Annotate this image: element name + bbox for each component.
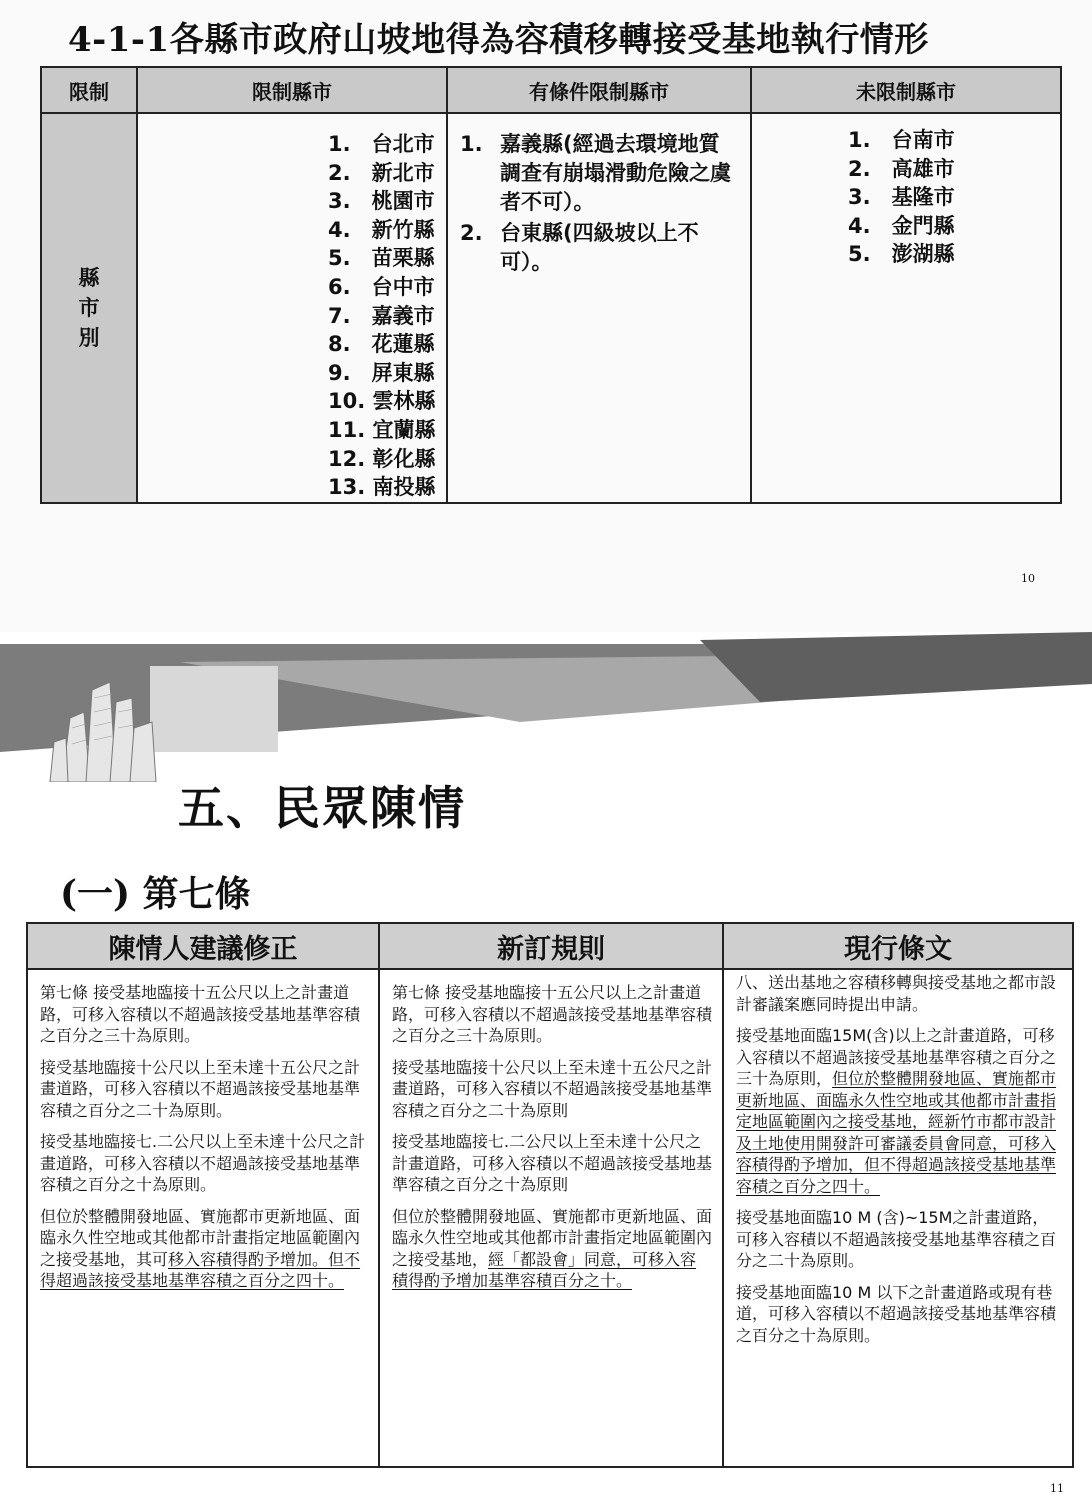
list-item: 5. 澎湖縣 xyxy=(848,242,955,267)
petitioner-cell xyxy=(27,969,379,1467)
section-title: 五、民眾陳情 xyxy=(178,781,466,835)
paragraph: 接受基地臨接七.二公尺以上至未達十公尺之計畫道路，可移入容積以不超過該接受基地基準容積之百分之十為原則。 xyxy=(40,1132,366,1194)
paragraph xyxy=(40,1206,368,1292)
county-status-table xyxy=(40,66,1062,504)
page-10 xyxy=(0,0,1092,632)
list-item: 7. 嘉義市 xyxy=(328,303,435,328)
paragraph: 接受基地面臨10 M 以下之計畫道路或現有巷道，可移入容積以不超過該接受基地基準容積之百分之十為原則。 xyxy=(736,1282,1057,1345)
paragraph-text: 但位於整體開發地區、實施都市更新地區、面臨永久性空地或其他都市計畫指定地區範圍內之接受基地，其可 xyxy=(40,1206,361,1269)
list-item: 2. 新北市 xyxy=(328,160,435,185)
table-row xyxy=(27,969,1073,1467)
underlined-text: 經「都設會」同意，可移入容積得酌予增加基準容積百分之十。 xyxy=(392,1249,697,1290)
item-number: 1. xyxy=(460,132,483,156)
paragraph xyxy=(392,1206,712,1292)
underlined-text: 移入容積得酌予增加。但不得超過該接受基地基準容積之百分之四十。 xyxy=(40,1249,361,1290)
list-item: 13. 南投縣 xyxy=(328,475,436,500)
page-number: 11 xyxy=(1050,1482,1064,1495)
row-label-text: 縣市別 xyxy=(78,265,100,350)
paragraph: 接受基地面臨10 M (含)~15M之計畫道路，可移入容積以不超過該接受基地基準容積之百分之二十為原則。 xyxy=(736,1208,1057,1270)
paragraph: 第七條 接受基地臨接十五公尺以上之計畫道路，可移入容積以不超過該接受基地基準容積之百分之三十為原則。 xyxy=(40,983,361,1045)
list-item: 4. 金門縣 xyxy=(848,213,955,238)
header-current: 現行條文 xyxy=(723,923,1073,969)
paragraph: 接受基地臨接十公尺以上至未達十五公尺之計畫道路，可移入容積以不超過該接受基地基準容積之百分之二十為原則。 xyxy=(40,1057,361,1120)
list-item: 5. 苗栗縣 xyxy=(328,246,435,271)
list-item: 8. 花蓮縣 xyxy=(328,332,435,357)
page-11 xyxy=(0,632,1092,1500)
paragraph: 接受基地臨接七.二公尺以上至未達十公尺之計畫道路，可移入容積以不超過該接受基地基準容積之百分之十為原則 xyxy=(392,1132,713,1194)
list-item: 3. 基隆市 xyxy=(848,185,955,210)
header-restricted: 限制縣市 xyxy=(137,67,447,113)
restricted-list xyxy=(138,114,446,502)
page-title: 4-1-1各縣市政府山坡地得為容積移轉接受基地執行情形 xyxy=(68,20,929,60)
new-rule-cell xyxy=(379,969,723,1467)
list-item: 10. 雲林縣 xyxy=(328,389,436,414)
header-banner xyxy=(0,632,1092,782)
header-unrestricted: 未限制縣市 xyxy=(751,67,1061,113)
list-item: 9. 屏東縣 xyxy=(328,360,435,385)
unrestricted-list xyxy=(752,114,1060,269)
unrestricted-cell xyxy=(751,113,1061,503)
paragraph: 接受基地臨接十公尺以上至未達十五公尺之計畫道路，可移入容積以不超過該接受基地基準容積之百分之二十為原則 xyxy=(392,1057,713,1120)
list-item: 3. 桃園市 xyxy=(328,189,435,214)
restricted-cell xyxy=(137,113,447,503)
conditional-cell xyxy=(447,113,751,503)
banner-shadow-wedge xyxy=(700,632,1092,702)
list-item: 4. 新竹縣 xyxy=(328,217,435,242)
header-new-rule: 新訂規則 xyxy=(379,923,723,969)
paragraph: 第七條 接受基地臨接十五公尺以上之計畫道路，可移入容積以不超過該接受基地基準容積之百分之三十為原則。 xyxy=(392,983,713,1045)
list-item xyxy=(460,219,736,277)
header-conditional: 有條件限制縣市 xyxy=(447,67,751,113)
item-number: 2. xyxy=(460,221,483,245)
current-cell xyxy=(723,969,1073,1467)
conditional-list xyxy=(448,114,750,277)
paragraph-text: 接受基地面臨15M(含)以上之計畫道路，可移入容積以不超過該接受基地基準容積之百分之三十為原則， xyxy=(736,1026,1057,1088)
page-number: 10 xyxy=(1021,572,1035,585)
item-text: 嘉義縣(經過去環境地質調查有崩塌滑動危險之虞者不可）。 xyxy=(500,132,731,214)
header-limit: 限制 xyxy=(41,67,137,113)
item-text: 台東縣(四級坡以上不可）。 xyxy=(500,221,699,274)
list-item: 6. 台中市 xyxy=(328,274,435,299)
table-header-row xyxy=(41,67,1061,113)
table-header-row xyxy=(27,923,1073,969)
header-petitioner: 陳情人建議修正 xyxy=(27,923,379,969)
list-item: 1. 台北市 xyxy=(328,132,435,156)
list-item xyxy=(460,130,736,217)
row-label xyxy=(41,113,137,503)
subsection-title: (一) 第七條 xyxy=(60,873,251,915)
banner-panel xyxy=(150,666,278,752)
paragraph-text: 但位於整體開發地區、實施都市更新地區、面臨永久性空地或其他都市計畫指定地區範圍內之接受基地， xyxy=(392,1206,713,1269)
list-item: 2. 高雄市 xyxy=(848,156,955,181)
underlined-text: 但位於整體開發地區、實施都市更新地區、面臨永久性空地或其他都市計畫指定地區範圍內之接受基地，經新竹市都市設計及土地使用開發許可審議委員會同意，可移入容積得酌予增加，但不得超過該接受基地基準容積之百分之四十。 xyxy=(736,1069,1057,1196)
list-item: 12. 彰化縣 xyxy=(328,446,436,471)
paragraph: 八、送出基地之容積移轉與接受基地之都市設計審議案應同時提出申請。 xyxy=(736,973,1057,1014)
table-row xyxy=(41,113,1061,503)
paragraph xyxy=(736,1025,1062,1197)
petition-table xyxy=(26,922,1074,1468)
list-item: 11. 宜蘭縣 xyxy=(328,417,436,442)
list-item: 1. 台南市 xyxy=(848,128,955,152)
